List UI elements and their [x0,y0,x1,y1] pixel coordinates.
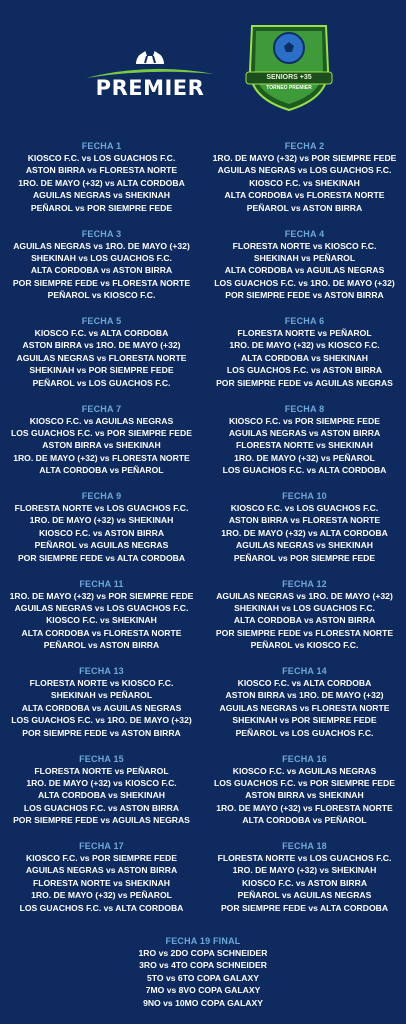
match-row: 1RO. DE MAYO (+32) vs PEÑAROL [31,890,172,901]
fecha-block [0,753,203,841]
match-row: ASTON BIRRA vs FLORESTA NORTE [25,165,178,176]
match-row: AGUILAS NEGRAS vs LOS GUACHOS F.C. [217,165,392,176]
final-match: 1RO vs 2DO COPA SCHNEIDER [138,948,268,958]
final-match: 5TO vs 6TO COPA GALAXY [147,972,259,983]
match-row: ALTA CORDOBA vs SHEKINAH [38,790,165,801]
match-row: SHEKINAH vs LOS GUACHOS F.C. [31,252,172,263]
final-match: 3RO vs 4TO COPA SCHNEIDER [139,960,267,971]
fecha-title: FECHA 13 [79,666,124,676]
fecha-title: FECHA 18 [282,841,327,851]
match-row: 1RO. DE MAYO (+32) vs FLORESTA NORTE [216,802,393,813]
fecha-block [0,578,203,666]
fecha-title: FECHA 2 [284,141,325,151]
match-row: SHEKINAH vs POR SIEMPRE FEDE [29,365,174,376]
match-row: PEÑAROL vs POR SIEMPRE FEDE [30,202,173,213]
final-round [0,935,406,1009]
match-row: FLORESTA NORTE vs LOS GUACHOS F.C. [217,853,392,863]
shield-subtitle: TORNEO PREMIER [266,85,312,91]
fecha-title: FECHA 6 [284,316,325,326]
fixture-grid [0,140,406,928]
match-row: PEÑAROL vs LOS GUACHOS F.C. [235,727,374,738]
fecha-title: FECHA 14 [282,666,327,676]
match-row: AGUILAS NEGRAS vs FLORESTA NORTE [219,702,390,713]
match-row: PEÑAROL vs ASTON BIRRA [246,202,363,213]
match-row: 1RO. DE MAYO (+32) vs FLORESTA NORTE [13,452,190,463]
match-row: KIOSCO F.C. vs ALTA CORDOBA [237,678,372,688]
match-row: ALTA CORDOBA vs FLORESTA NORTE [21,627,182,638]
fecha-block [203,140,406,228]
match-row: LOS GUACHOS F.C. vs ASTON BIRRA [23,802,180,813]
fecha-title: FECHA 15 [79,753,124,764]
match-row: ALTA CORDOBA vs AGUILAS NEGRAS [224,265,385,276]
match-row: 1RO. DE MAYO (+32) vs SHEKINAH [232,865,377,876]
match-row: SHEKINAH vs POR SIEMPRE FEDE [232,715,377,726]
match-row: FLORESTA NORTE vs PEÑAROL [34,765,169,776]
fecha-block [0,840,203,928]
match-row: POR SIEMPRE FEDE vs ASTON BIRRA [22,727,181,738]
fecha-block [203,403,406,491]
match-row: POR SIEMPRE FEDE vs ALTA CORDOBA [220,902,389,913]
fecha-title: FECHA 12 [282,578,327,589]
match-row: POR SIEMPRE FEDE vs AGUILAS NEGRAS [216,377,393,388]
match-row: ALTA CORDOBA vs ASTON BIRRA [30,265,173,276]
match-row: AGUILAS NEGRAS vs 1RO. DE MAYO (+32) [216,590,393,601]
match-row: PEÑAROL vs POR SIEMPRE FEDE [233,552,376,563]
fecha-title: FECHA 9 [81,491,122,501]
match-row: PEÑAROL vs KIOSCO F.C. [47,290,156,301]
soccer-ball-icon [134,36,166,66]
match-row: PEÑAROL vs AGUILAS NEGRAS [34,540,169,551]
fecha-title: FECHA 7 [81,403,122,414]
match-row: PEÑAROL vs AGUILAS NEGRAS [237,890,372,901]
match-row: ALTA CORDOBA vs AGUILAS NEGRAS [21,702,182,713]
fecha-title: FECHA 3 [81,228,122,239]
match-row: ASTON BIRRA vs SHEKINAH [42,440,161,451]
final-match: 9NO vs 10MO COPA GALAXY [143,997,263,1008]
match-row: PEÑAROL vs KIOSCO F.C. [250,640,359,651]
match-row: AGUILAS NEGRAS vs FLORESTA NORTE [16,352,187,363]
match-row: ALTA CORDOBA vs PEÑAROL [242,815,367,826]
match-row: KIOSCO F.C. vs POR SIEMPRE FEDE [229,415,380,426]
match-row: ALTA CORDOBA vs ASTON BIRRA [233,615,376,626]
match-row: POR SIEMPRE FEDE vs ASTON BIRRA [225,290,384,301]
fecha-title: FECHA 4 [284,228,325,239]
match-row: AGUILAS NEGRAS vs SHEKINAH [32,190,171,201]
match-row: 1RO. DE MAYO (+32) vs POR SIEMPRE FEDE [9,590,194,601]
match-row: AGUILAS NEGRAS vs ASTON BIRRA [25,865,178,876]
match-row: KIOSCO F.C. vs ALTA CORDOBA [34,328,169,338]
match-row: KIOSCO F.C. vs LOS GUACHOS F.C. [230,503,379,513]
match-row: AGUILAS NEGRAS vs 1RO. DE MAYO (+32) [13,240,190,251]
match-row: POR SIEMPRE FEDE vs ALTA CORDOBA [17,552,186,563]
match-row: AGUILAS NEGRAS vs SHEKINAH [235,540,374,551]
match-row: 1RO. DE MAYO (+32) vs ALTA CORDOBA [221,527,388,538]
fecha-block [0,665,203,753]
match-row: 1RO. DE MAYO (+32) vs KIOSCO F.C. [26,777,177,788]
match-row: FLORESTA NORTE vs SHEKINAH [235,440,374,451]
match-row: POR SIEMPRE FEDE vs FLORESTA NORTE [12,277,191,288]
fecha-block [203,578,406,666]
match-row: FLORESTA NORTE vs LOS GUACHOS F.C. [14,503,189,513]
match-row: KIOSCO F.C. vs SHEKINAH [46,615,157,626]
match-row: PEÑAROL vs LOS GUACHOS F.C. [32,377,171,388]
match-row: LOS GUACHOS F.C. vs POR SIEMPRE FEDE [11,427,192,438]
match-row: KIOSCO F.C. vs ASTON BIRRA [38,527,165,538]
match-row: POR SIEMPRE FEDE vs FLORESTA NORTE [215,627,394,638]
match-row: 1RO. DE MAYO (+32) vs ALTA CORDOBA [18,177,185,188]
match-row: SHEKINAH vs PEÑAROL [50,690,153,701]
match-row: LOS GUACHOS F.C. vs ALTA CORDOBA [19,902,184,913]
fecha-block [0,403,203,491]
fecha-title: FECHA 10 [282,491,327,501]
match-row: ALTA CORDOBA vs PEÑAROL [39,465,164,476]
fecha-block [0,228,203,316]
match-row: ALTA CORDOBA vs SHEKINAH [241,352,368,363]
fecha-block [0,140,203,228]
match-row: 1RO. DE MAYO (+32) vs POR SIEMPRE FEDE [212,153,397,163]
final-match: 7MO vs 8VO COPA GALAXY [145,985,261,996]
fecha-title: FECHA 1 [81,141,122,151]
match-row: FLORESTA NORTE vs KIOSCO F.C. [29,678,174,688]
match-row: ASTON BIRRA vs SHEKINAH [245,790,364,801]
match-row: POR SIEMPRE FEDE vs AGUILAS NEGRAS [13,815,190,826]
fecha-block [0,490,203,578]
fecha-block [0,315,203,403]
match-row: LOS GUACHOS F.C. vs 1RO. DE MAYO (+32) [214,277,395,288]
match-row: AGUILAS NEGRAS vs ASTON BIRRA [228,427,381,438]
match-row: 1RO. DE MAYO (+32) vs PEÑAROL [234,452,375,463]
match-row: FLORESTA NORTE vs KIOSCO F.C. [232,240,377,251]
shield-title: SENIORS +35 [266,74,312,81]
fecha-block [203,840,406,928]
match-row: LOS GUACHOS F.C. vs ALTA CORDOBA [222,465,387,476]
match-row: PEÑAROL vs ASTON BIRRA [43,640,160,651]
match-row: LOS GUACHOS F.C. vs POR SIEMPRE FEDE [214,777,395,788]
fecha-block [203,315,406,403]
match-row: FLORESTA NORTE vs PEÑAROL [237,328,372,338]
match-row: AGUILAS NEGRAS vs LOS GUACHOS F.C. [14,602,189,613]
fecha-title: FECHA 11 [79,578,124,589]
premier-wordmark: PREMIER [95,76,205,100]
match-row: KIOSCO F.C. vs ASTON BIRRA [241,877,368,888]
match-row: 1RO. DE MAYO (+32) vs SHEKINAH [29,515,174,526]
fecha-title: FECHA 17 [79,841,124,851]
fecha-block [203,490,406,578]
match-row: SHEKINAH vs PEÑAROL [253,252,356,263]
premier-logo [82,32,218,104]
final-title: FECHA 19 FINAL [165,936,241,946]
seniors-shield-logo [240,22,338,112]
fecha-block [203,228,406,316]
match-row: ASTON BIRRA vs 1RO. DE MAYO (+32) [225,690,384,701]
fecha-title: FECHA 16 [282,753,327,764]
fecha-title: FECHA 5 [81,316,122,326]
match-row: KIOSCO F.C. vs AGUILAS NEGRAS [29,415,174,426]
fecha-title: FECHA 8 [284,403,325,414]
match-row: 1RO. DE MAYO (+32) vs KIOSCO F.C. [229,340,380,351]
match-row: FLORESTA NORTE vs SHEKINAH [32,877,171,888]
header-logos [0,0,406,118]
match-row: KIOSCO F.C. vs POR SIEMPRE FEDE [26,853,177,863]
fecha-block [203,753,406,841]
match-row: KIOSCO F.C. vs LOS GUACHOS F.C. [27,153,176,163]
fecha-block [203,665,406,753]
match-row: KIOSCO F.C. vs AGUILAS NEGRAS [232,765,377,776]
match-row: ALTA CORDOBA vs FLORESTA NORTE [224,190,385,201]
match-row: ASTON BIRRA vs FLORESTA NORTE [228,515,381,526]
match-row: ASTON BIRRA vs 1RO. DE MAYO (+32) [22,340,181,351]
match-row: LOS GUACHOS F.C. vs ASTON BIRRA [226,365,383,376]
shield-icon [240,22,338,112]
match-row: KIOSCO F.C. vs SHEKINAH [249,177,360,188]
match-row: SHEKINAH vs LOS GUACHOS F.C. [234,602,375,613]
match-row: LOS GUACHOS F.C. vs 1RO. DE MAYO (+32) [11,715,192,726]
